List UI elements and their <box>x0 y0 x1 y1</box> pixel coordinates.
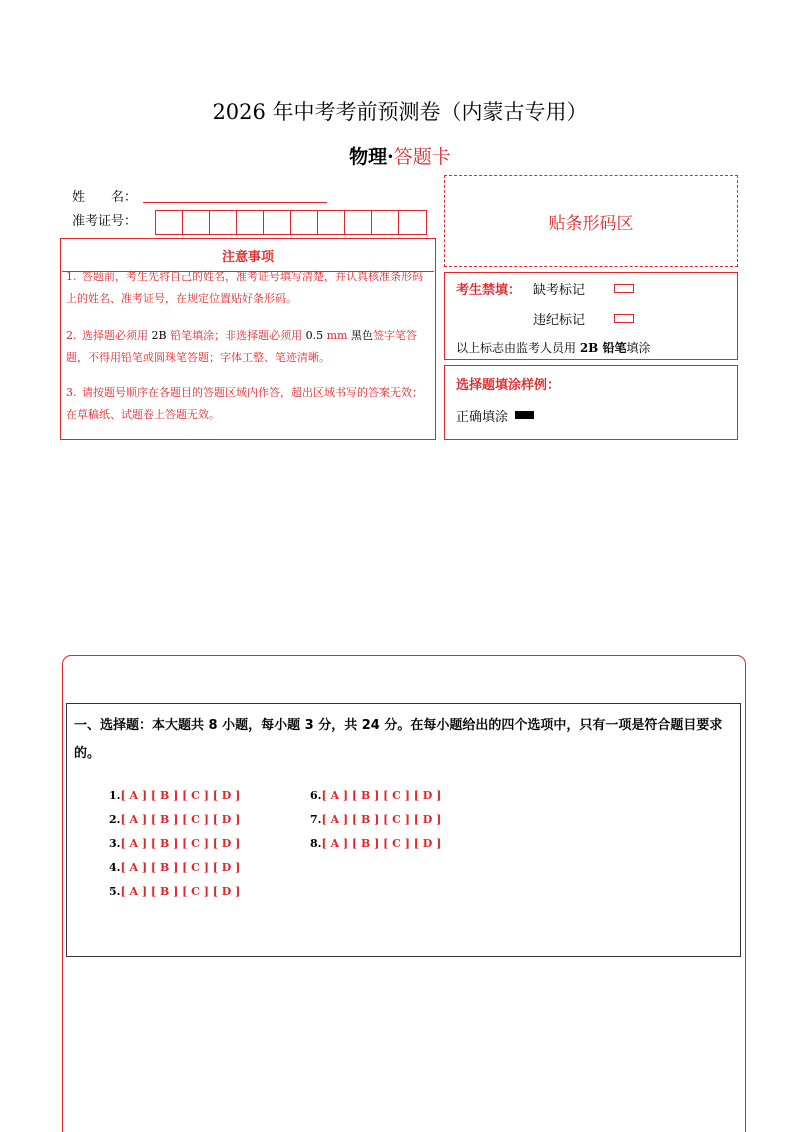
question-number: 5. <box>109 885 121 898</box>
notice-item-text: 黑色 <box>350 329 373 342</box>
answer-options[interactable]: [ A ] [ B ] [ C ] [ D ] <box>120 885 241 898</box>
answer-options[interactable]: [ A ] [ B ] [ C ] [ D ] <box>120 861 241 874</box>
forbidden-title: 考生禁填： <box>456 283 522 298</box>
forbidden-note-pencil: 2B 铅笔 <box>579 341 627 355</box>
exam-id-digit-box[interactable] <box>345 211 372 234</box>
forbidden-note <box>456 339 651 356</box>
exam-id-label: 准考证号： <box>72 214 138 229</box>
notice-item-text: 选择题必须用 <box>82 329 152 342</box>
question-number: 6. <box>310 789 322 802</box>
question-row[interactable] <box>109 885 240 898</box>
question-number: 8. <box>310 837 322 850</box>
question-row[interactable] <box>109 861 240 874</box>
answer-options[interactable]: [ A ] [ B ] [ C ] [ D ] <box>321 789 442 802</box>
notice-item-text: 答题前，考生先将自己的姓名，准考证号填写清楚，并认真核准条形码上的姓名、准考证号，在规定位置贴好条形码。 <box>66 270 423 305</box>
exam-id-digit-box[interactable] <box>372 211 399 234</box>
notice-item-number: 1. <box>66 270 77 283</box>
sample-title: 选择题填涂样例： <box>456 378 561 393</box>
question-row[interactable] <box>310 813 441 826</box>
notice-item-text: 0.5 <box>305 329 324 342</box>
notice-item-text: 铅笔填涂；非选择题必须用 <box>166 329 306 342</box>
notice-item-text: 请按题号顺序在各题目的答题区域内作答，超出区域书写的答案无效；在草稿纸、试题卷上答题无效。 <box>66 386 423 421</box>
notice-item-text: 签字笔答题，不得用铅笔或圆珠笔答题；字体工整、笔迹清晰。 <box>66 329 417 364</box>
violation-mark-box[interactable] <box>614 314 634 323</box>
forbidden-note-text: 以上标志由监考人员用 <box>456 341 580 355</box>
exam-id-digit-box[interactable] <box>237 211 264 234</box>
notice-item-text: mm <box>323 329 351 342</box>
question-row[interactable] <box>310 837 441 850</box>
exam-id-digit-box[interactable] <box>183 211 210 234</box>
question-number: 4. <box>109 861 121 874</box>
question-row[interactable] <box>310 789 441 802</box>
question-number: 1. <box>109 789 121 802</box>
sample-correct-label: 正确填涂 <box>456 410 509 425</box>
exam-id-boxes[interactable] <box>155 210 427 235</box>
question-row[interactable] <box>109 813 240 826</box>
notice-item-number: 2. <box>66 329 77 342</box>
notice-item-1 <box>66 266 432 310</box>
notice-item-text: 2B <box>151 329 167 342</box>
answer-options[interactable]: [ A ] [ B ] [ C ] [ D ] <box>120 837 241 850</box>
page-subtitle <box>0 142 800 169</box>
page-title: 2026 年中考考前预测卷（内蒙古专用） <box>212 100 588 124</box>
answer-card-label: 答题卡 <box>393 146 451 168</box>
answer-options[interactable]: [ A ] [ B ] [ C ] [ D ] <box>321 813 442 826</box>
barcode-area <box>444 175 738 267</box>
exam-id-digit-box[interactable] <box>264 211 291 234</box>
multiple-choice-instruction: 一、选择题：本大题共 8 小题，每小题 3 分，共 24 分。在每小题给出的四个选项中，只有一项是符合题目要求的。 <box>74 718 723 761</box>
absent-mark-label: 缺考标记 <box>533 283 586 298</box>
absent-mark-box[interactable] <box>614 284 634 293</box>
exam-id-digit-box[interactable] <box>156 211 183 234</box>
exam-id-digit-box[interactable] <box>318 211 345 234</box>
question-number: 7. <box>310 813 322 826</box>
exam-id-digit-box[interactable] <box>291 211 318 234</box>
name-label: 姓 名： <box>72 190 138 205</box>
subject-label: 物理· <box>349 146 394 168</box>
notice-item-2 <box>66 325 432 369</box>
filled-mark-sample <box>515 411 534 419</box>
forbidden-note-text: 填涂 <box>626 341 651 355</box>
violation-mark-label: 违纪标记 <box>533 313 586 328</box>
answer-options[interactable]: [ A ] [ B ] [ C ] [ D ] <box>321 837 442 850</box>
exam-id-digit-box[interactable] <box>210 211 237 234</box>
name-field[interactable] <box>143 201 327 203</box>
notice-title: 注意事项 <box>62 239 434 272</box>
question-number: 2. <box>109 813 121 826</box>
question-row[interactable] <box>109 789 240 802</box>
question-number: 3. <box>109 837 121 850</box>
notice-item-3 <box>66 382 432 426</box>
answer-options[interactable]: [ A ] [ B ] [ C ] [ D ] <box>120 789 241 802</box>
notice-item-number: 3. <box>66 386 77 399</box>
answer-options[interactable]: [ A ] [ B ] [ C ] [ D ] <box>120 813 241 826</box>
exam-id-digit-box[interactable] <box>399 211 426 234</box>
question-row[interactable] <box>109 837 240 850</box>
barcode-label: 贴条形码区 <box>548 213 634 234</box>
